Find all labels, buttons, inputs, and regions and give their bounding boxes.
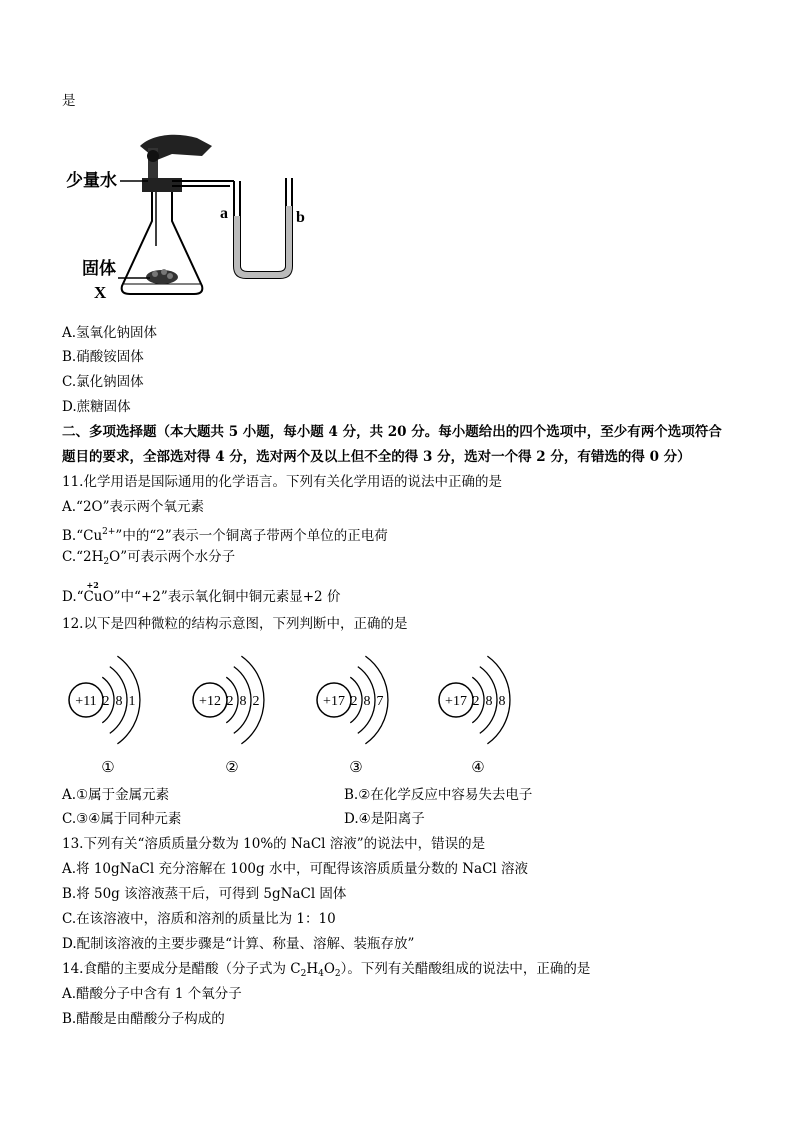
label-x: X <box>94 283 107 302</box>
q11-b-pre: B.“Cu <box>62 528 103 544</box>
shell-electron-count: 2 <box>350 694 358 709</box>
atom-diagram-4 <box>439 656 510 776</box>
q14-h: H <box>306 961 319 977</box>
q11-d-mark: +2 <box>86 580 99 590</box>
particle-number: ① <box>101 758 115 776</box>
q12-stem: 12.以下是四种微粒的结构示意图，下列判断中，正确的是 <box>62 616 408 632</box>
atom-diagram-3 <box>317 656 388 776</box>
atom-diagram-1 <box>69 656 140 776</box>
label-solid: 固体 <box>82 259 116 278</box>
shell-electron-count: 1 <box>128 694 136 709</box>
q10-option-d: D.蔗糖固体 <box>62 399 131 415</box>
q11-option-a: A.“2O”表示两个氧元素 <box>62 499 205 515</box>
q11-b-post: ”中的“2”表示一个铜离子带两个单位的正电荷 <box>115 528 388 544</box>
q11-d-el: Cu <box>83 589 103 605</box>
q10-option-a: A.氢氧化钠固体 <box>62 325 158 341</box>
q13-option-d: D.配制该溶液的主要步骤是“计算、称量、溶解、装瓶存放” <box>62 936 415 952</box>
q13-stem: 13.下列有关“溶质质量分数为 10%的 NaCl 溶液”的说法中，错误的是 <box>62 836 486 852</box>
nucleus-charge: +17 <box>445 694 467 709</box>
q11-c-sub: 2 <box>103 557 110 567</box>
q14-stem <box>62 960 590 983</box>
q12-option-d: D.④是阳离子 <box>344 811 425 827</box>
q13-option-b: B.将 50g 该溶液蒸干后，可得到 5gNaCl 固体 <box>62 886 347 902</box>
label-water: 少量水 <box>66 171 117 190</box>
particle-number: ② <box>225 758 239 776</box>
section2-line1: 二、多项选择题（本大题共 5 小题，每小题 4 分，共 20 分。每小题给出的四个选项中，至少有两个选项符合 <box>62 424 722 440</box>
q14-sub-1: 2 <box>300 969 307 979</box>
particle-number: ③ <box>349 758 363 776</box>
nucleus-charge: +11 <box>75 694 97 709</box>
atom-diagram-2 <box>193 656 264 776</box>
q11-d-element <box>83 580 103 606</box>
shell-electron-count: 8 <box>363 694 371 709</box>
q12-option-a: A.①属于金属元素 <box>62 787 170 803</box>
atom-structure-diagrams <box>62 642 542 782</box>
q10-tail: 是 <box>62 93 76 109</box>
q11-b-sup: 2+ <box>102 527 116 537</box>
shell-electron-count: 8 <box>239 694 247 709</box>
shell-electron-count: 2 <box>226 694 234 709</box>
q11-stem: 11.化学用语是国际通用的化学语言。下列有关化学用语的说法中正确的是 <box>62 474 502 490</box>
q11-c-post: O”可表示两个水分子 <box>109 549 236 565</box>
q12-option-b: B.②在化学反应中容易失去电子 <box>344 787 533 803</box>
q11-option-c <box>62 548 235 571</box>
q11-option-d <box>62 580 341 606</box>
q12-option-c: C.③④属于同种元素 <box>62 811 182 827</box>
shell-electron-count: 2 <box>102 694 110 709</box>
q14-option-a: A.醋酸分子中含有 1 个氧分子 <box>62 986 242 1002</box>
q10-option-b: B.硝酸铵固体 <box>62 349 144 365</box>
q14-stem-pre: 14.食醋的主要成分是醋酸（分子式为 C <box>62 961 301 977</box>
label-b: b <box>296 209 305 226</box>
q11-c-pre: C.“2H <box>62 549 104 565</box>
shell-electron-count: 8 <box>498 694 506 709</box>
particle-number: ④ <box>471 758 485 776</box>
shell-electron-count: 2 <box>252 694 260 709</box>
q14-sub-2: 4 <box>318 969 324 979</box>
shell-electron-count: 8 <box>485 694 493 709</box>
shell-electron-count: 7 <box>376 694 384 709</box>
q13-option-c: C.在该溶液中，溶质和溶剂的质量比为 1：10 <box>62 911 336 927</box>
nucleus-charge: +17 <box>323 694 345 709</box>
apparatus-figure <box>62 126 322 304</box>
nucleus-charge: +12 <box>199 694 221 709</box>
q14-sub-3: 2 <box>334 969 341 979</box>
q13-option-a: A.将 10gNaCl 充分溶解在 100g 水中，可配得该溶质质量分数的 NaCl 溶液 <box>62 861 529 877</box>
q11-option-b <box>62 523 388 545</box>
q11-d-rest: O”中“+2”表示氧化铜中铜元素显+2 价 <box>102 589 341 605</box>
q14-o: O <box>323 961 335 977</box>
q14-option-b: B.醋酸是由醋酸分子构成的 <box>62 1011 225 1027</box>
shell-electron-count: 8 <box>115 694 123 709</box>
q10-option-c: C.氯化钠固体 <box>62 374 144 390</box>
section2-line2: 题目的要求，全部选对得 4 分，选对两个及以上但不全的得 3 分，选对一个得 2 分，有错选的得 0 分） <box>62 449 691 465</box>
label-a: a <box>220 205 228 222</box>
q14-stem-post: ）。下列有关醋酸组成的说法中，正确的是 <box>340 961 591 977</box>
shell-electron-count: 2 <box>472 694 480 709</box>
q11-d-pre: D.“ <box>62 589 84 605</box>
